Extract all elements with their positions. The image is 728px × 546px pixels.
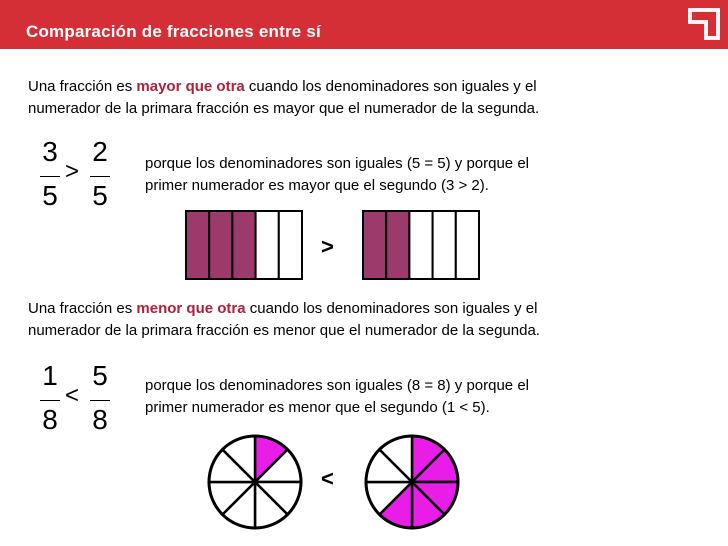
intro-paragraph-greater [28, 76, 539, 120]
bar-segment-filled [232, 211, 255, 279]
fraction-a-numerator: 3 [42, 136, 58, 167]
bar-segment-filled [186, 211, 209, 279]
intro-text-line2: numerador de la primara fracción es mayor que el numerador de la segunda. [28, 100, 540, 117]
reason-line2: primer numerador es menor que el segundo (1 < 5). [145, 399, 490, 416]
reason-line1: porque los denominadores son iguales (8 = 8) y porque el [145, 377, 529, 394]
fraction-b-bar [90, 400, 110, 401]
intro-text: Una fracción es [28, 78, 137, 95]
reason-line1: porque los denominadores son iguales (5 = 5) y porque el [145, 155, 529, 172]
fraction-b-denominator: 8 [92, 404, 108, 435]
fraction-a-denominator: 8 [42, 404, 58, 435]
header-bar [0, 0, 728, 49]
brand-logo [668, 0, 728, 49]
fraction-pie-right [362, 432, 462, 532]
page-title: Comparación de fracciones entre sí [26, 22, 321, 41]
intro-paragraph-lesser [28, 298, 540, 342]
visual-operator-lesser: < [321, 466, 334, 491]
fraction-bar-left [185, 210, 303, 280]
intro-text: cuando los denominadores son iguales y el [245, 300, 538, 317]
fraction-a-denominator: 5 [42, 180, 58, 211]
fraction-b-numerator: 2 [92, 136, 108, 167]
bar-segment-filled [363, 211, 386, 279]
fraction-b-numerator: 5 [92, 360, 108, 391]
fraction-b-denominator: 5 [92, 180, 108, 211]
reason-lesser [145, 375, 529, 419]
bar-segment-empty [256, 211, 279, 279]
bar-segment-empty [456, 211, 479, 279]
fraction-comparison-lesser [35, 360, 125, 440]
bar-segment-filled [209, 211, 232, 279]
fraction-bar-right [362, 210, 480, 280]
comparison-operator: > [65, 158, 80, 185]
intro-text: Una fracción es [28, 300, 137, 317]
fraction-a-bar [40, 176, 60, 177]
fraction-a-bar [40, 400, 60, 401]
comparison-operator: < [65, 382, 80, 409]
bar-segment-filled [386, 211, 409, 279]
visual-operator-greater: > [321, 234, 334, 259]
fraction-b-bar [90, 176, 110, 177]
intro-text-line2: numerador de la primara fracción es menor que el numerador de la segunda. [28, 322, 540, 339]
reason-greater [145, 153, 529, 197]
fraction-pie-left [205, 432, 305, 532]
highlight-greater: mayor que otra [136, 78, 245, 95]
bar-segment-empty [433, 211, 456, 279]
reason-line2: primer numerador es mayor que el segundo (3 > 2). [145, 177, 489, 194]
highlight-lesser: menor que otra [136, 300, 246, 317]
intro-text: cuando los denominadores son iguales y el [244, 78, 537, 95]
bar-segment-empty [409, 211, 432, 279]
fraction-comparison-greater [35, 136, 125, 216]
fraction-a-numerator: 1 [42, 360, 58, 391]
bar-segment-empty [279, 211, 302, 279]
